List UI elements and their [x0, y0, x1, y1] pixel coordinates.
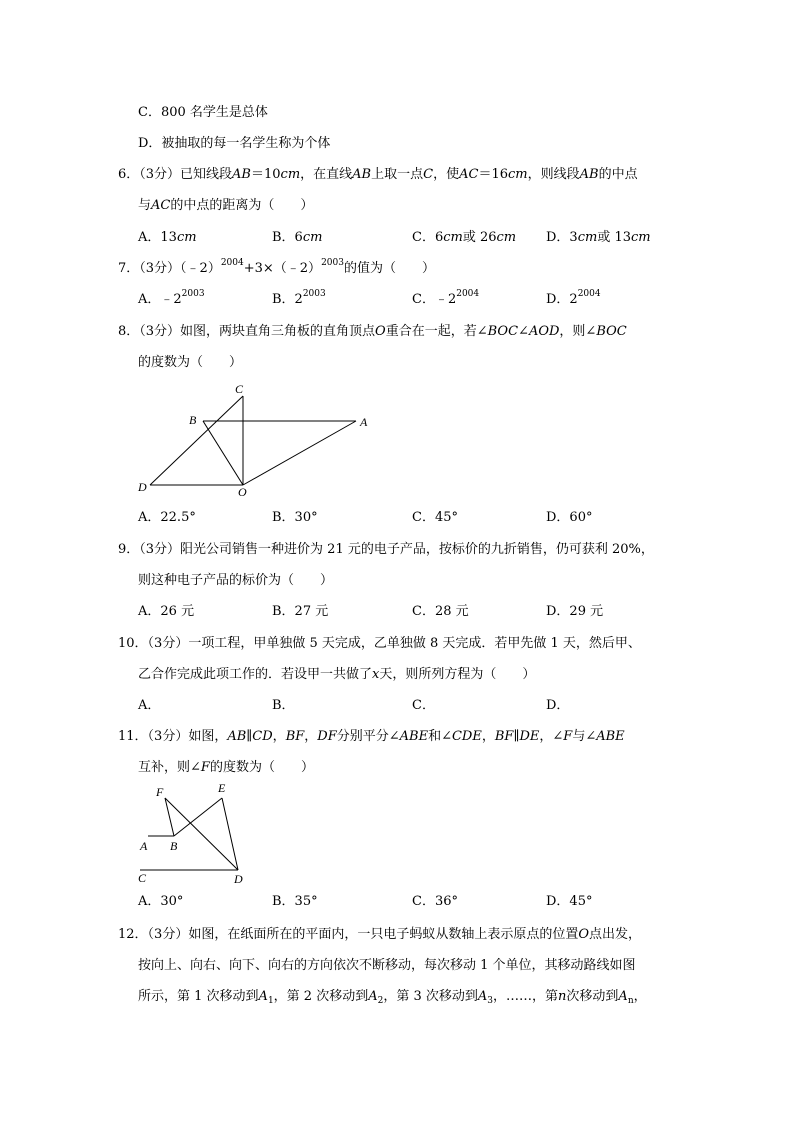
q11-stem-line1: 11．（3分）如图，AB∥CD，BF，DF分别平分∠ABE和∠CDE，BF∥DE，∠F与∠ABE [118, 729, 625, 744]
q8-option-a: A．22.5° [138, 510, 196, 525]
q9-stem-line2: 则这种电子产品的标价为（ ） [138, 573, 334, 588]
q9-stem-line1: 9．（3分）阳光公司销售一种进价为 21 元的电子产品，按标价的九折销售，仍可获利 20%， [118, 542, 654, 557]
q9-option-d: D．29 元 [546, 604, 604, 619]
q7-option-b: B．$2^{2003}$ [272, 289, 326, 307]
q8-label-o: O [238, 485, 247, 499]
q11-label-c: C [138, 871, 147, 885]
q11-option-b: B．35° [272, 894, 318, 909]
q9-option-c: C．28 元 [412, 604, 469, 619]
q8-stem-line2: 的度数为（ ） [138, 355, 243, 370]
q7-option-d: D．$2^{2004}$ [546, 289, 601, 307]
q6-stem-line1: 6．（3分）已知线段AB＝10cm，在直线AB上取一点C，使AC＝16cm，则线段AB的中点 [118, 167, 638, 182]
q6-stem-line2: 与AC的中点的距离为（ ） [138, 198, 314, 213]
q11-line-bf [165, 798, 174, 836]
q5-option-d: D．被抽取的每一名学生称为个体 [138, 136, 331, 151]
q11-stem-line2: 互补，则∠F的度数为（ ） [138, 760, 314, 775]
q8-triangle-figure [130, 378, 380, 503]
q8-line-dc [150, 396, 243, 485]
q7-option-c: C．$﹣2^{2004}$ [412, 289, 480, 307]
q8-stem-line1: 8．（3分）如图，两块直角三角板的直角顶点O重合在一起，若∠BOC∠AOD，则∠BOC [118, 324, 627, 339]
q10-stem-line1: 10．（3分）一项工程，甲单独做 5 天完成，乙单独做 8 天完成．若甲先做 1 天，然后甲、 [118, 636, 641, 651]
q8-line-bo [203, 421, 243, 485]
q11-label-a: A [140, 839, 148, 853]
q8-label-b: B [189, 413, 197, 427]
q12-stem-line2: 按向上、向右、向下、向右的方向依次不断移动，每次移动 1 个单位，其移动路线如图 [138, 958, 636, 973]
q11-option-d: D．45° [546, 894, 593, 909]
q11-label-e: E [218, 781, 226, 795]
q11-line-ed [222, 798, 238, 870]
q10-option-a: A． [138, 698, 161, 713]
q6-option-b: B．6cm [272, 230, 323, 245]
q8-label-d: D [138, 480, 147, 494]
q7-option-a: A．$﹣2^{2003}$ [138, 289, 205, 307]
q8-line-ao [243, 421, 356, 485]
q5-option-c: C．800 名学生是总体 [138, 105, 268, 120]
q7-stem: 7．（3分）（﹣2）$^{2004}$+3×（﹣2）$^{2003}$的值为（ ） [118, 258, 435, 276]
q10-option-d: D． [546, 698, 570, 713]
q8-label-a: A [360, 415, 368, 429]
q11-option-a: A．30° [138, 894, 184, 909]
q9-option-b: B．27 元 [272, 604, 329, 619]
q11-label-f: F [156, 785, 164, 799]
q12-stem-line3: 所示，第 1 次移动到$A_1$，第 2 次移动到$A_2$，第 3 次移动到$A_3$，……，第n次移动到$A_n$， [138, 989, 647, 1006]
q10-stem-line2: 乙合作完成此项工作的．若设甲一共做了x天，则所列方程为（ ） [138, 667, 536, 682]
q8-label-c: C [235, 382, 244, 396]
q12-stem-line1: 12．（3分）如图，在纸面所在的平面内，一只电子蚂蚁从数轴上表示原点的位置O点出发， [118, 927, 642, 942]
q8-option-d: D．60° [546, 510, 593, 525]
q11-label-d: D [234, 872, 243, 886]
q9-option-a: A．26 元 [138, 604, 195, 619]
q8-option-c: C．45° [412, 510, 458, 525]
q10-option-c: C． [412, 698, 435, 713]
q10-option-b: B． [272, 698, 295, 713]
q6-option-c: C．6cm或 26cm [412, 230, 517, 245]
q11-option-c: C．36° [412, 894, 458, 909]
q11-parallel-lines-figure [130, 778, 260, 888]
q6-option-d: D．3cm或 13cm [546, 230, 651, 245]
q11-label-b: B [170, 839, 178, 853]
q6-option-a: A．13cm [138, 230, 197, 245]
q8-option-b: B．30° [272, 510, 318, 525]
